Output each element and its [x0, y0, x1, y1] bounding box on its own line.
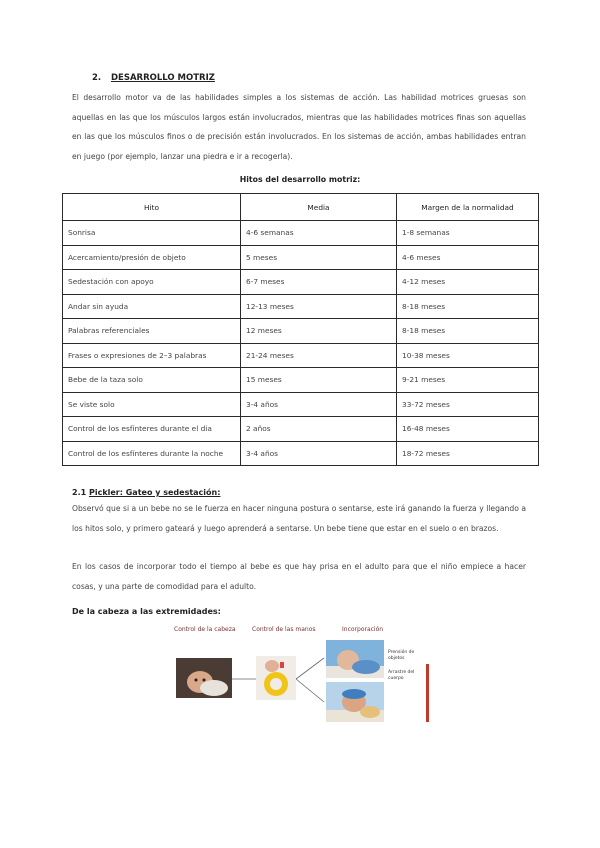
pickler-paragraph-2: En los casos de incorporar todo el tiempo al bebe es que hay prisa en el adulto para que el niño empiece a hacer cosas, y una parte de comodidad para el adulto. — [72, 562, 526, 591]
cell-media: 15 meses — [241, 368, 397, 393]
cell-margen: 33-72 meses — [397, 392, 539, 417]
cell-media: 2 años — [241, 417, 397, 442]
figure-label-head: Control de la cabeza — [174, 626, 236, 633]
cell-margen: 1-8 semanas — [397, 221, 539, 246]
section-number: 2. — [92, 73, 102, 83]
table-header-row — [63, 194, 539, 221]
cell-media: 3-4 años — [241, 392, 397, 417]
table-title: Hitos del desarrollo motriz: — [239, 175, 361, 184]
milestones-table — [62, 193, 539, 466]
cell-media: 12 meses — [241, 319, 397, 344]
cell-media: 4-6 semanas — [241, 221, 397, 246]
cell-margen: 16-48 meses — [397, 417, 539, 442]
table-row — [63, 294, 539, 319]
red-accent-bar — [426, 664, 429, 722]
cell-hito: Sonrisa — [63, 221, 241, 246]
cell-hito: Se viste solo — [63, 392, 241, 417]
table-row — [63, 221, 539, 246]
table-row — [63, 319, 539, 344]
header-margen: Margen de la normalidad — [397, 194, 539, 221]
figure-section-title: De la cabeza a las extremidades: — [72, 607, 221, 616]
cell-margen: 4-12 meses — [397, 270, 539, 295]
side-label-prehension: Prensión de objetos — [388, 650, 415, 661]
cell-media: 5 meses — [241, 245, 397, 270]
connector-line — [296, 658, 324, 679]
cell-margen: 8-18 meses — [397, 294, 539, 319]
figure-label-incorporation: Incorporación — [342, 626, 384, 633]
cell-media: 3-4 años — [241, 441, 397, 466]
cell-margen: 9-21 meses — [397, 368, 539, 393]
development-figure — [170, 624, 430, 726]
cell-hito: Acercamiento/presión de objeto — [63, 245, 241, 270]
baby-incorporation-photo-bottom — [326, 682, 384, 722]
cell-hito: Frases o expresiones de 2–3 palabras — [63, 343, 241, 368]
baby-hands-control-photo — [256, 656, 296, 700]
subsection-title: Pickler: Gateo y sedestación: — [88, 488, 221, 497]
cell-media: 6-7 meses — [241, 270, 397, 295]
cell-hito: Sedestación con apoyo — [63, 270, 241, 295]
table-row — [63, 417, 539, 442]
cell-hito: Bebe de la taza solo — [63, 368, 241, 393]
table-row — [63, 368, 539, 393]
cell-media: 21-24 meses — [241, 343, 397, 368]
cell-margen: 10-38 meses — [397, 343, 539, 368]
baby-incorporation-image-bottom — [326, 682, 384, 722]
section-title: DESARROLLO MOTRIZ — [110, 73, 215, 83]
table-row — [63, 270, 539, 295]
subsection-heading — [72, 488, 220, 497]
table-row — [63, 392, 539, 417]
baby-hands-control-image — [256, 656, 296, 700]
cell-margen: 8-18 meses — [397, 319, 539, 344]
cell-media: 12-13 meses — [241, 294, 397, 319]
baby-head-control-image — [176, 658, 232, 698]
side-label-crawl: Arrastre del cuerpo — [388, 670, 415, 681]
baby-incorporation-photo-top — [326, 640, 384, 678]
header-hito: Hito — [63, 194, 241, 221]
intro-paragraph: El desarrollo motor va de las habilidades simples a los sistemas de acción. Las habilidad motrices gruesas son aquellas en las que los músculos largos están involucrados, mientras que las habilidades motrices finas son aquellas en las que los músculos finos o de precisión están involucrados. En los sistemas de acción, ambas habilidades entran en juego (por ejemplo, lanzar una piedra e ir a recogerla). — [72, 93, 526, 161]
cell-hito: Andar sin ayuda — [63, 294, 241, 319]
cell-hito: Control de los esfínteres durante el dia — [63, 417, 241, 442]
baby-incorporation-image-top — [326, 640, 384, 678]
pickler-paragraph-1: Observó que si a un bebe no se le fuerza en hacer ninguna postura o sentarse, este irá ganando la fuerza y llegando a los hitos solo, y primero gateará y luego aprenderá a sentarse. Un bebe tiene que estar en el suelo o en brazos. — [72, 504, 526, 533]
cell-margen: 4-6 meses — [397, 245, 539, 270]
table-row — [63, 245, 539, 270]
baby-head-control-photo — [176, 658, 232, 698]
figure-label-hands: Control de las manos — [252, 626, 316, 633]
cell-hito: Palabras referenciales — [63, 319, 241, 344]
subsection-number: 2.1 — [72, 488, 87, 497]
cell-margen: 18-72 meses — [397, 441, 539, 466]
header-media: Media — [241, 194, 397, 221]
connector-line — [296, 679, 324, 702]
cell-hito: Control de los esfínteres durante la noche — [63, 441, 241, 466]
table-row — [63, 441, 539, 466]
table-row — [63, 343, 539, 368]
section-heading — [92, 73, 215, 83]
